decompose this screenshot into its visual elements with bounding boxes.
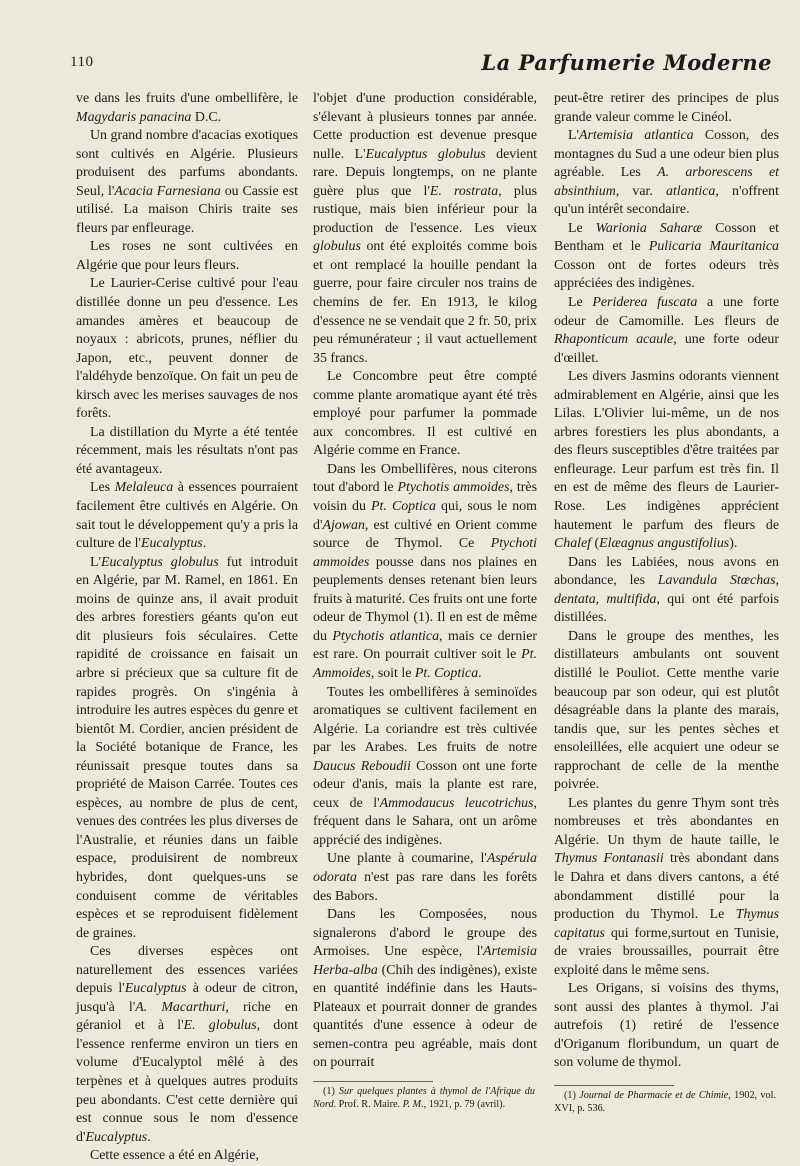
- paragraph: Une plante à coumarine, l'Aspérula odorata n'est pas rare dans les forêts des Babors.: [313, 851, 537, 904]
- text-column-3: [554, 90, 779, 1116]
- paragraph: Toutes les ombellifères à seminoïdes aromatiques se cultivent facilement en Algérie. La coriandre est très cultivée par les Arabes. Les fruits de notre Daucus Reboudii Cosson ont une forte odeur d'anis, mais la plante est rare, ceux de l'Ammodaucus leucotrichus, fréquent dans le Sahara, ont un arôme apprécié des indigènes.: [313, 684, 538, 848]
- paragraph: Le Laurier-Cerise cultivé pour l'eau distillée donne un peu d'essence. Les amandes amères et beaucoup de noyaux : abricots, prunes, néflier du Japon, etc., peuvent donner de l'aldéhyde benzoïque. On fait un peu de kirsch avec les merises sauvages de nos forêts.: [76, 276, 298, 422]
- paragraph: Les Melaleuca à essences pourraient facilement être cultivés en Algérie. On sait tout le développement qu'y a pris la culture de l'Eucalyptus.: [76, 480, 298, 552]
- footnote: (1) Sur quelques plantes à thymol de l'Afrique du Nord. Prof. R. Maire. P. M., 1921, p. 79 (avril).: [313, 1085, 535, 1110]
- paragraph: l'objet d'une production considérable, s'élevant à plusieurs tonnes par année. Cette production est devenue presque nulle. L'Eucalyptus globulus devient rare. Depuis longtemps, on ne plante guère plus que l'E. rostrata, plus rustique, mais bien inférieur pour la production de l'essence. Les vieux globulus ont été exploités comme bois et ont remplacé la houille pendant la guerre, pour faire circuler nos trains de chemins de fer. En 1913, le kilog d'essence ne se vendait que 2 fr. 50, prix peu rémunérateur ; il vaut actuellement 35 francs.: [313, 91, 538, 366]
- paragraph: Les divers Jasmins odorants viennent admirablement en Algérie, ainsi que les Lilas. L'Olivier lui-même, un de nos arbres forestiers les plus abondants, a des fleurs susceptibles d'être traitées par enfleurage. Leur parfum est très fin. Il en est de même des fleurs de Laurier-Rose. Les indigènes apprécient hautement le parfum des fleurs de Chalef (Elæagnus angustifolius).: [554, 369, 779, 552]
- paragraph: Le Concombre peut être compté comme plante aromatique ayant été très employé pour parfumer la pommade aux concombres. Il est cultivé en Algérie comme en France.: [313, 369, 537, 459]
- paragraph: Les plantes du genre Thym sont très nombreuses et très abondantes en Algérie. Un thym de haute taille, le Thymus Fontanasii très abondant dans le Dahra et dans divers cantons, a été abondamment distillé pour la production du Thymol. Le Thymus capitatus qui forme,surtout en Tunisie, de vraies broussailles, pourrait être exploité dans le même sens.: [554, 795, 779, 978]
- paragraph: Dans les Composées, nous signalerons d'abord le groupe des Armoises. Une espèce, l'Artemisia Herba-alba (Chih des indigènes), existe en quantité indéfinie dans les Hauts-Plateaux et pourrait donner de grandes quantités d'une essence à odeur de semen-contra peu agréable, mais dont on pourrait: [313, 907, 537, 1071]
- paragraph: Un grand nombre d'acacias exotiques sont cultivés en Algérie. Plusieurs produisent des parfums abondants. Seul, l'Acacia Farnesiana ou Cassie est utilisé. La maison Chiris traite ses fleurs par enfleurage.: [76, 128, 298, 236]
- text-column-1: [76, 90, 298, 1166]
- paragraph: Cette essence a été en Algérie,: [90, 1148, 259, 1164]
- paragraph: L'Artemisia atlantica Cosson, des montagnes du Sud a une odeur bien plus agréable. Les A. arborescens et absinthium, var. atlantica, n'offrent qu'un intérêt secondaire.: [554, 128, 780, 218]
- text-column-2: [313, 90, 537, 1112]
- paragraph: peut-être retirer des principes de plus grande valeur comme le Cinéol.: [554, 91, 779, 125]
- paragraph: Ces diverses espèces ont naturellement des essences variées depuis l'Eucalyptus à odeur de citron, jusqu'à l'A. Macarthuri, riche en géraniol et à l'E. globulus, dont l'essence renferme environ un tiers en volume d'Eucalyptol mêlé à des terpènes et à quelques autres produits peu abondants. C'est cette dernière qui est connue sous le nom d'essence d'Eucalyptus.: [76, 944, 299, 1145]
- running-title: La Parfumerie Moderne: [481, 50, 772, 75]
- paragraph: L'Eucalyptus globulus fut introduit en Algérie, par M. Ramel, en 1861. En moins de quinze ans, il avait produit des arbres forestiers géants qu'on eut dit plusieurs fois séculaires. Cette rapidité de croissance en faisait un arbre si précieux que sa culture fit de rapides progrès. On s'ingénia à introduire les autres espèces du genre et bientôt M. Cordier, ancien président de la Société botanique de France, les réunissait presque toutes dans sa propriété de Maison Carrée. Toutes ces espèces, au nombre de plus de cent, venues des contrées les plus diverses de l'Australie, et réunies dans un faible espace, produisirent de nombreux hybrides, dont quelques-uns se conduisent comme de véritables espèces et se reproduisent fidèlement de graines.: [76, 554, 298, 941]
- paragraph: Les Origans, si voisins des thyms, sont aussi des plantes à thymol. J'ai autrefois (1) retiré de l'essence d'Origanum floribundum, un quart de son volume de thymol.: [554, 981, 779, 1071]
- footnote: (1) Journal de Pharmacie et de Chimie, 1902, vol. XVI, p. 536.: [554, 1089, 776, 1114]
- paragraph: La distillation du Myrte a été tentée récemment, mais les résultats n'ont pas été avantageux.: [76, 424, 298, 477]
- paragraph: ve dans les fruits d'une ombellifère, le Magydaris panacina D.C.: [76, 91, 298, 125]
- page-number: 110: [70, 54, 94, 70]
- paragraph: Dans les Labiées, nous avons en abondance, les Lavandula Stœchas, dentata, multifida, qui ont été parfois distillées.: [554, 554, 779, 626]
- paragraph: Les roses ne sont cultivées en Algérie que pour leurs fleurs.: [76, 239, 298, 273]
- paragraph: Dans les Ombellifères, nous citerons tout d'abord le Ptychotis ammoides, très voisin du Pt. Coptica qui, sous le nom d'Ajowan, est cultivé en Orient comme source de Thymol. Ce Ptychoti ammoides pousse dans nos plaines en peuplements denses retenant bien leurs fruits à maturité. Ces fruits ont une forte odeur de Thymol (1). Il en est de même du Ptychotis atlantica, mais ce dernier est rare. On pourrait cultiver soit le Pt. Ammoides, soit le Pt. Coptica.: [313, 461, 537, 681]
- paragraph: Le Warionia Saharæ Cosson et Bentham et le Pulicaria Mauritanica Cosson ont de fortes odeurs très appréciées des indigènes.: [554, 220, 779, 292]
- paragraph: Dans le groupe des menthes, les distillateurs ambulants ont souvent distillé le Pouliot. Cette menthe varie beaucoup par son odeur, qui est plutôt désagréable dans la plante des marais, tandis que, sur les pentes sèches et ensoleillées, elle acquiert une odeur se rapprochant de celle de la menthe poivrée.: [554, 628, 779, 793]
- paragraph: Le Periderea fuscata a une forte odeur de Camomille. Les fleurs de Rhaponticum acaule, une forte odeur d'œillet.: [554, 295, 779, 366]
